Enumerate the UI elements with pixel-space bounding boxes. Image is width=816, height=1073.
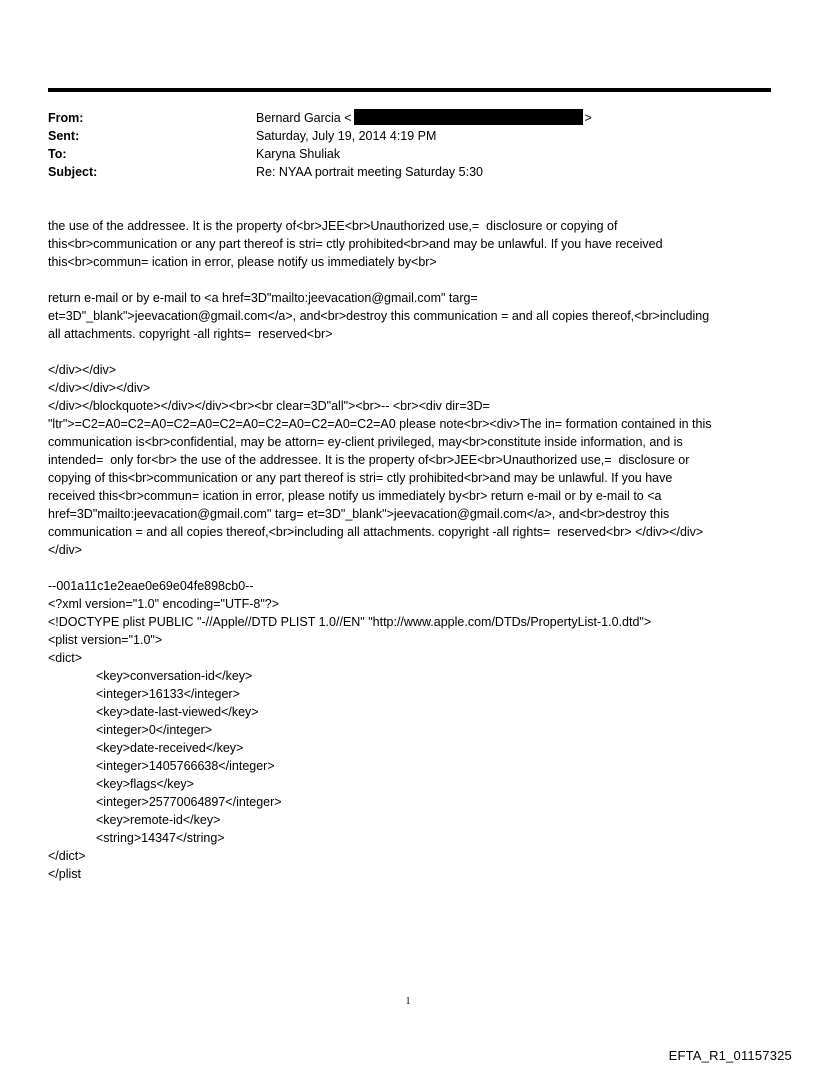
to-row [48, 145, 771, 163]
plist-open: <plist version="1.0"> [48, 633, 163, 647]
sent-row [48, 127, 771, 145]
bates-number: EFTA_R1_01157325 [668, 1048, 792, 1063]
plist-line: <key>flags</key> [96, 777, 194, 791]
dict-open: <dict> [48, 651, 83, 665]
body-paragraph-1: the use of the addressee. It is the property of<br>JEE<br>Unauthorized use,= disclosure or copying of this<br>communication or any part thereof is stri= ctly prohibited<br>and may be unlawful. If you have received this<br>commun= ication in error, please notify us immediately by<br> [48, 219, 663, 269]
spacer [48, 343, 770, 361]
plist-line: <key>date-received</key> [96, 741, 244, 755]
subject-label: Subject: [48, 165, 98, 179]
mime-boundary: --001a11c1e2eae0e69e04fe898cb0-- [48, 579, 254, 593]
plist-line: <key>remote-id</key> [96, 813, 221, 827]
spacer [48, 271, 770, 289]
body-paragraph-3: </div></div> </div></div></div> </div></blockquote></div></div><br><br clear=3D"all"><br>-- <br><div dir=3D= "ltr">=C2=A0=C2=A0=C2=A0=C2=A0=C2=A0=C2=A0=C2=A0 please note<br><div>The in= formation contained in this communication is<br>confidential, may be attorn= ey-client privileged, may<br>constitute inside information, and is intended= only for<br> the use of the addressee. It is the property of<br>JEE<br>Unauthorized use,= disclosure or copying of this<br>communication or any part thereof is stri= ctly prohibited<br>and may be unlawful. If you have received this<br>commun= ication in error, please notify us immediately by<br> return e-mail or by e-mail to <a href=3D"mailto:jeevacation@gmail.com" targ= et=3D"_blank">jeevacation@gmail.com</a>, and<br>destroy this communication = and all copies thereof,<br>including all attachments. copyright -all rights= reserved<br> </div></div> </div> [48, 363, 712, 557]
from-name: Bernard Garcia < [256, 111, 352, 125]
plist-line: <integer>0</integer> [96, 723, 213, 737]
xml-declaration: <?xml version="1.0" encoding="UTF-8"?> [48, 597, 280, 611]
plist-close: </plist [48, 867, 82, 881]
sent-value: Saturday, July 19, 2014 4:19 PM [256, 129, 437, 143]
subject-row [48, 163, 771, 181]
plist-line: <key>date-last-viewed</key> [96, 705, 259, 719]
plist-line: <integer>16133</integer> [96, 687, 240, 701]
subject-value: Re: NYAA portrait meeting Saturday 5:30 [256, 165, 483, 179]
from-row [48, 109, 771, 127]
from-label: From: [48, 111, 84, 125]
from-value [256, 109, 771, 127]
plist-line: <string>14347</string> [96, 831, 225, 845]
email-header [48, 109, 771, 181]
sent-label: Sent: [48, 129, 80, 143]
from-name-suffix: > [584, 111, 592, 125]
body-paragraph-2: return e-mail or by e-mail to <a href=3D"mailto:jeevacation@gmail.com" targ= et=3D"_blank">jeevacation@gmail.com</a>, and<br>destroy this communication = and all copies thereof,<br>including all attachments. copyright -all rights= reserved<br> [48, 291, 710, 341]
to-value: Karyna Shuliak [256, 147, 341, 161]
spacer [48, 559, 770, 577]
dict-close: </dict> [48, 849, 86, 863]
plist-line: <key>conversation-id</key> [96, 669, 253, 683]
plist-doctype: <!DOCTYPE plist PUBLIC "-//Apple//DTD PLIST 1.0//EN" "http://www.apple.com/DTDs/PropertyList-1.0.dtd"> [48, 615, 652, 629]
header-divider [48, 88, 771, 92]
to-label: To: [48, 147, 67, 161]
plist-line: <integer>25770064897</integer> [96, 795, 282, 809]
plist-line: <integer>1405766638</integer> [96, 759, 275, 773]
email-body [48, 217, 770, 883]
page-number: 1 [405, 996, 411, 1007]
redaction-block [354, 109, 583, 125]
